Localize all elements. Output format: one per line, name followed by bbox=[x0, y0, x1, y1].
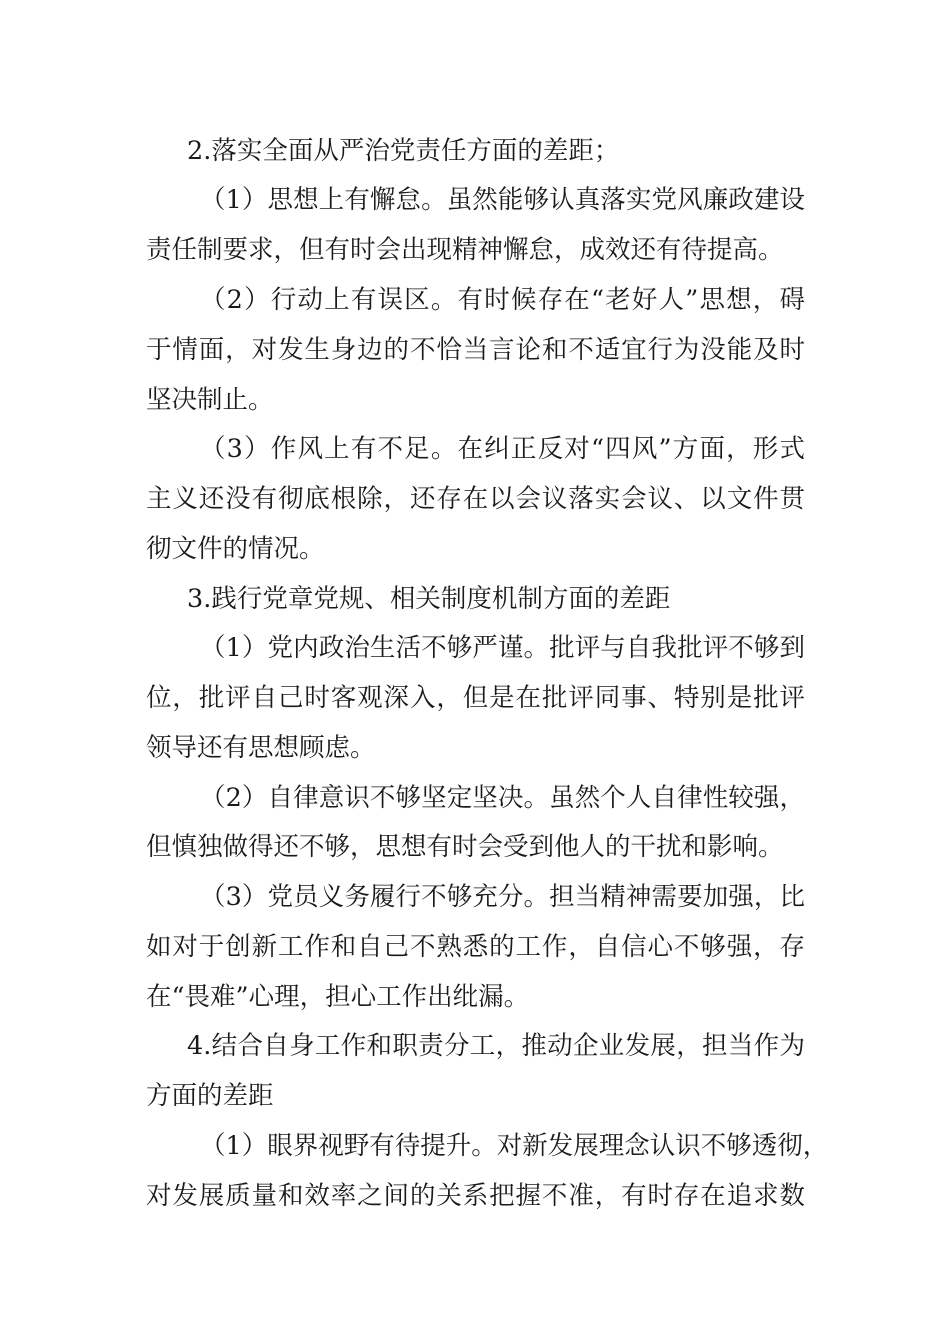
paragraph-line: （2）行动上有误区。有时候存在“老好人”思想，碍 bbox=[200, 285, 805, 315]
paragraph-line: 在“畏难”心理，担心工作出纰漏。 bbox=[146, 982, 530, 1012]
paragraph-line: （3）作风上有不足。在纠正反对“四风”方面，形式 bbox=[200, 434, 805, 464]
paragraph-line: 主义还没有彻底根除，还存在以会议落实会议、以文件贯 bbox=[146, 484, 805, 514]
paragraph-line: （1）眼界视野有待提升。对新发展理念认识不够透彻， bbox=[200, 1131, 829, 1161]
paragraph-line: 对发展质量和效率之间的关系把握不准，有时存在追求数 bbox=[146, 1181, 805, 1211]
paragraph-line: （1）党内政治生活不够严谨。批评与自我批评不够到 bbox=[200, 633, 805, 663]
section-heading-4: 4.结合自身工作和职责分工，推动企业发展，担当作为 bbox=[187, 1031, 805, 1061]
paragraph-line: （3）党员义务履行不够充分。担当精神需要加强，比 bbox=[200, 882, 805, 912]
section-heading-2: 2.落实全面从严治党责任方面的差距； bbox=[187, 136, 620, 166]
paragraph-line: 如对于创新工作和自己不熟悉的工作，自信心不够强，存 bbox=[146, 932, 805, 962]
paragraph-line: 但慎独做得还不够，思想有时会受到他人的干扰和影响。 bbox=[146, 832, 784, 862]
paragraph-line: 坚决制止。 bbox=[146, 385, 274, 415]
paragraph-line: 于情面，对发生身边的不恰当言论和不适宜行为没能及时 bbox=[146, 335, 805, 365]
paragraph-line: （1）思想上有懈怠。虽然能够认真落实党风廉政建设 bbox=[200, 185, 805, 215]
paragraph-line: （2）自律意识不够坚定坚决。虽然个人自律性较强， bbox=[200, 783, 805, 813]
section-heading-3: 3.践行党章党规、相关制度机制方面的差距 bbox=[187, 584, 671, 614]
section-heading-4-cont: 方面的差距 bbox=[146, 1081, 274, 1111]
paragraph-line: 彻文件的情况。 bbox=[146, 534, 325, 564]
paragraph-line: 位，批评自己时客观深入，但是在批评同事、特别是批评 bbox=[146, 683, 805, 713]
paragraph-line: 责任制要求，但有时会出现精神懈怠，成效还有待提高。 bbox=[146, 235, 784, 265]
paragraph-line: 领导还有思想顾虑。 bbox=[146, 733, 376, 763]
